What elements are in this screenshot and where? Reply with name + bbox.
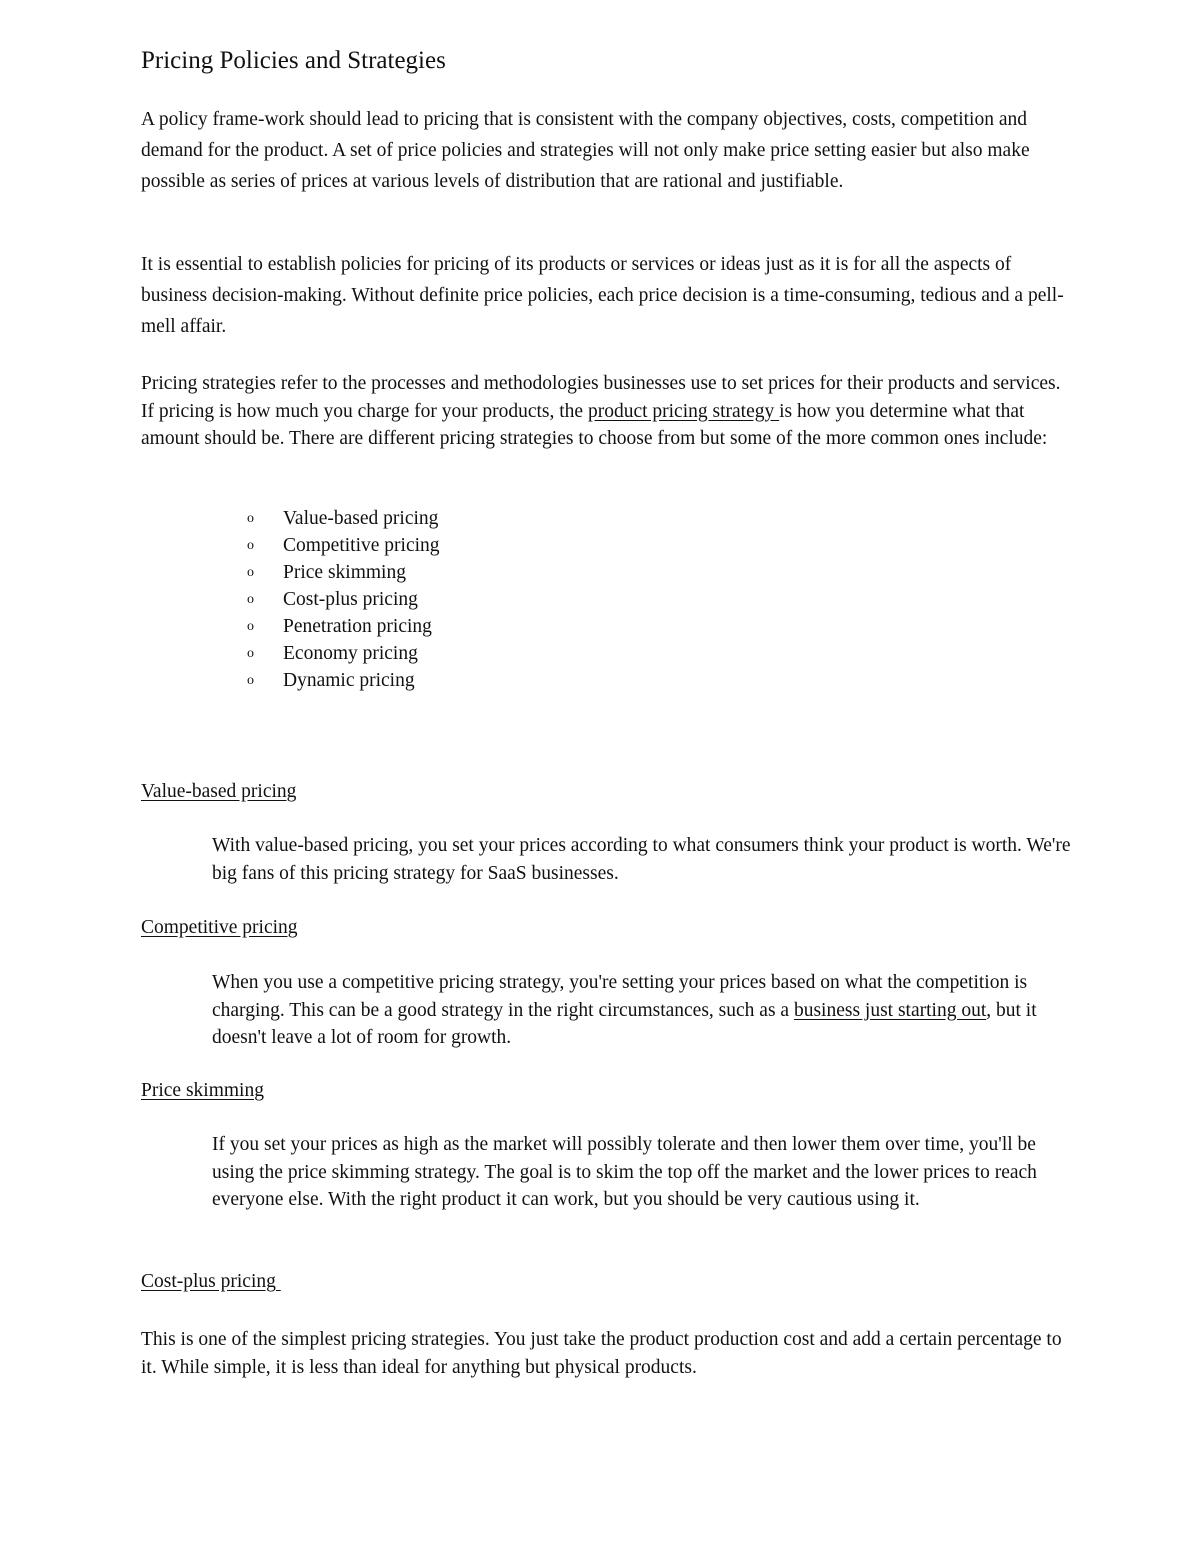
section-body-cost-plus: This is one of the simplest pricing strategies. You just take the product production cost and add a certain percentage to it. While simple, it is less than ideal for anything but physical products. — [141, 1329, 1062, 1378]
product-pricing-strategy-link[interactable]: product pricing strategy — [587, 400, 780, 422]
section-heading-cost-plus: Cost-plus pricing — [141, 1271, 281, 1292]
paragraph-policy-framework: A policy frame-work should lead to pricing that is consistent with the company objectives, costs, competition and demand for the product. A set of price policies and strategies will not only make price setting easier but also make possible as series of prices at various levels of distribution that are rational and justifiable. — [141, 109, 1030, 192]
bullet-icon: o — [247, 619, 254, 634]
section-body-competitive — [212, 969, 1072, 1052]
list-item: o Value-based pricing — [247, 505, 440, 532]
bullet-icon: o — [247, 646, 254, 661]
bullet-icon: o — [247, 511, 254, 526]
paragraph-essential-policies: It is essential to establish policies for pricing of its products or services or ideas just as it is for all the aspects of business decision-making. Without definite price policies, each price decision is a time-consuming, tedious and a pell-mell affair. — [141, 254, 1064, 337]
bullet-icon: o — [247, 673, 254, 688]
section-body-competitive-text-end: , but it doesn't leave a lot of room for growth. — [212, 999, 1037, 1048]
paragraph-pricing-strategies-text: Pricing strategies refer to the processes and methodologies businesses use to set prices for their products and services. If pricing is how much you charge for your products, the — [141, 373, 1061, 422]
section-heading-price-skimming: Price skimming — [141, 1080, 264, 1101]
section-body-value-based: With value-based pricing, you set your prices according to what consumers think your product is worth. We're big fans of this pricing strategy for SaaS businesses. — [212, 835, 1071, 884]
bullet-icon: o — [247, 592, 254, 607]
section-body-price-skimming: If you set your prices as high as the market will possibly tolerate and then lower them over time, you'll be using the price skimming strategy. The goal is to skim the top off the market and the lower prices to reach everyone else. With the right product it can work, but you should be very cautious using it. — [212, 1134, 1037, 1210]
section-heading-value-based: Value-based pricing — [141, 781, 297, 802]
strategies-list — [247, 505, 440, 694]
list-item: o Economy pricing — [247, 640, 440, 667]
list-item: o Competitive pricing — [247, 532, 440, 559]
business-just-starting-out-link[interactable]: business just starting out — [793, 999, 987, 1021]
list-item: o Price skimming — [247, 559, 440, 586]
list-item: o Penetration pricing — [247, 613, 440, 640]
bullet-icon: o — [247, 538, 254, 553]
list-item: o Cost-plus pricing — [247, 586, 440, 613]
paragraph-pricing-strategies — [141, 370, 1071, 453]
list-item: o Dynamic pricing — [247, 667, 440, 694]
page-title: Pricing Policies and Strategies — [141, 47, 446, 74]
paragraph-pricing-strategies-text-end: is how you determine what that amount should be. There are different pricing strategies to choose from but some of the more common ones include: — [141, 400, 1048, 449]
section-heading-competitive: Competitive pricing — [141, 917, 298, 938]
bullet-icon: o — [247, 565, 254, 580]
section-body-competitive-text: When you use a competitive pricing strategy, you're setting your prices based on what the competition is charging. This can be a good strategy in the right circumstances, such as a — [212, 972, 1028, 1021]
